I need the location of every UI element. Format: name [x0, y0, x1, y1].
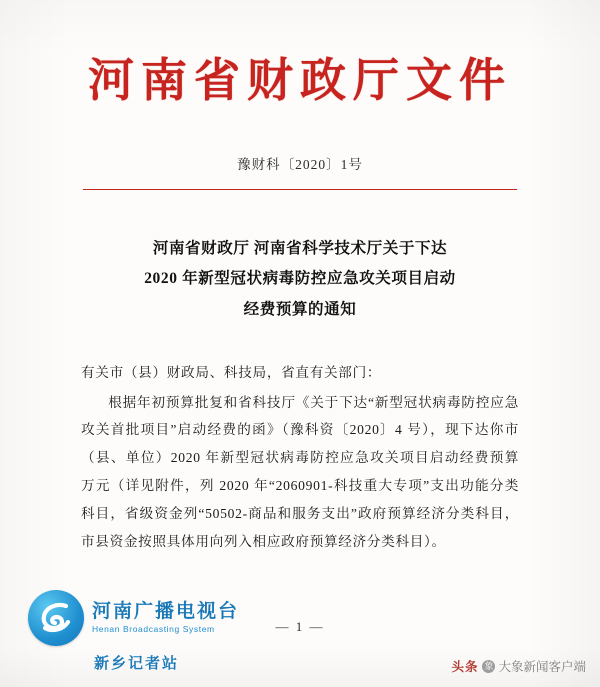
elephant-avatar-icon: 象 [484, 660, 494, 671]
title-line-2: 2020 年新型冠状病毒防控应急攻关项目启动 [144, 270, 456, 288]
title-line-1: 河南省财政厅 河南省科学技术厅关于下达 [152, 240, 448, 258]
watermark-row [28, 590, 239, 646]
title-line-3: 经费预算的通知 [243, 300, 357, 318]
salutation-line: 有关市（县）财政局、科技局，省直有关部门： [81, 364, 382, 380]
watermark-name-en: Henan Broadcasting System [92, 623, 215, 634]
watermark-logo [28, 590, 239, 673]
page-number: — 1 — [275, 619, 325, 634]
henan-broadcasting-swirl-icon [28, 590, 84, 646]
red-divider-rule [83, 189, 517, 191]
source-credit [451, 657, 586, 675]
document-title [100, 234, 500, 325]
watermark-text [92, 602, 239, 634]
document-number: 豫财科〔2020〕1号 [237, 156, 363, 172]
document-masthead: 河南省财政厅文件 [88, 55, 512, 106]
body-paragraph: 根据年初预算批复和省科技厅《关于下达“新型冠状病毒防控应急攻关首批项目”启动经费的函》（豫科资〔2020〕4 号），现下达你市（县、单位）2020 年新型冠状病毒防控应急攻关项目启动经费预算 万元（详见附件，列 2020 年“2060901-科技重大专项”支出功能分类科目，省级资金列“50502-商品和服务支出”政府预算经济分类科目，市县资金按照具体用向列入相应政府预算经济分类科目）。 [81, 394, 548, 549]
watermark-name-cn: 河南广播电视台 [92, 601, 240, 623]
document-body [81, 359, 548, 556]
platform-label: 头条 [451, 660, 479, 674]
credit-source-label: 大象新闻客户端 [498, 660, 586, 674]
watermark-station: 新乡记者站 [94, 656, 180, 672]
